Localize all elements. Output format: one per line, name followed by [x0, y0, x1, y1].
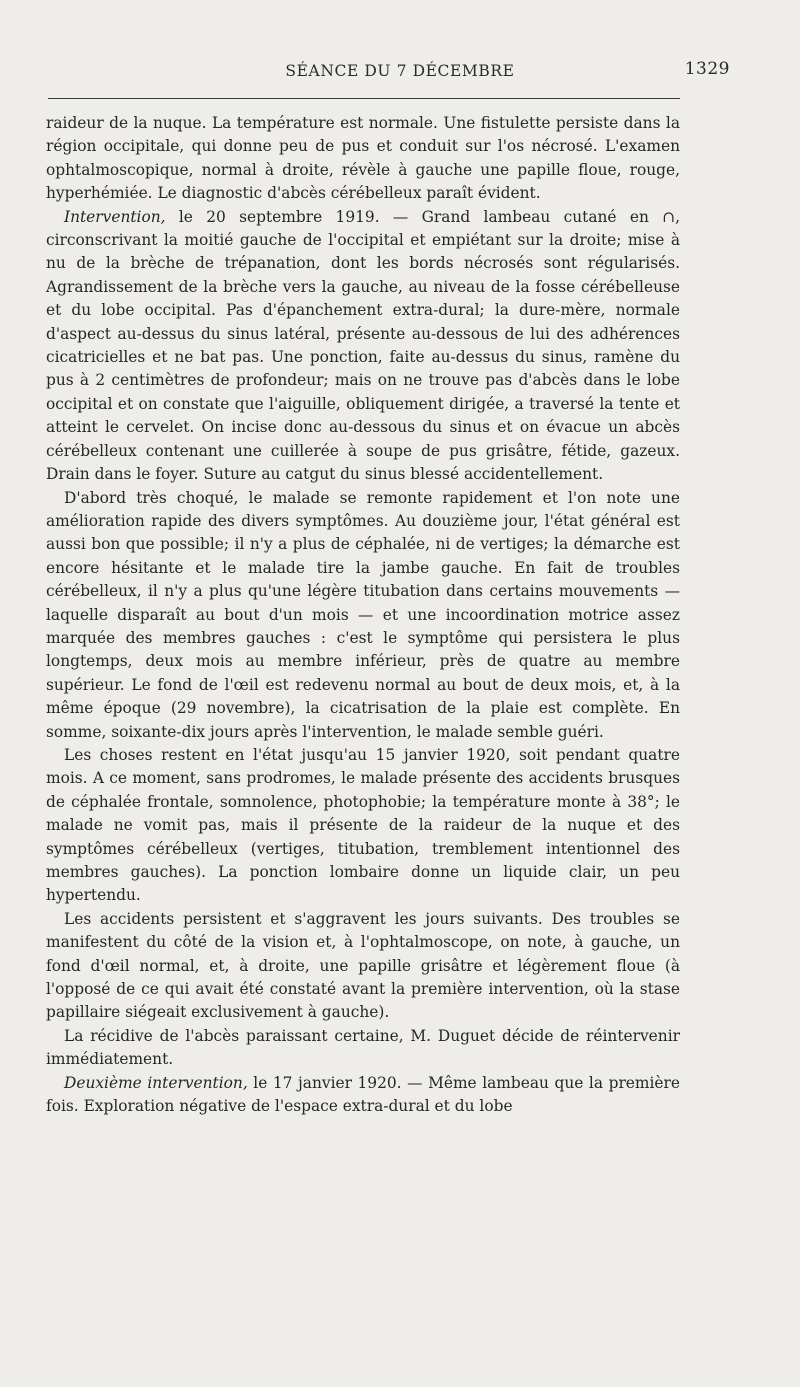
paragraph-4 — [46, 744, 680, 908]
page-header — [48, 56, 752, 90]
paragraph-1-text: raideur de la nuque. La température est normale. Une fistulette persiste dans la région occipitale, qui donne peu de pus et conduit sur l'os nécrosé. L'examen ophtalmoscopique, normal à droite, révèle à gauche une papille floue, rouge, hyperhémiée. Le diagnostic d'abcès cérébelleux paraît évident. — [46, 114, 680, 203]
paragraph-2-text: le 20 septembre 1919. — Grand lambeau cutané en ∩, circonscrivant la moitié gauche de l'occipital et empiétant sur la droite; mise à nu de la brèche de trépanation, dont les bords nécrosés sont régularisés. Agrandissement de la brèche vers la gauche, au niveau de la fosse cérébelleuse et du lobe occipital. Pas d'épanchement extra-dural; la dure-mère, normale d'aspect au-dessus du sinus latéral, présente au-dessous de lui des adhérences cicatricielles et ne bat pas. Une ponction, faite au-dessus du sinus, ramène du pus à 2 centimètres de profondeur; mais on ne trouve pas d'abcès dans le lobe occipital et on constate que l'aiguille, obliquement dirigée, a traversé la tente et atteint le cervelet. On incise donc au-dessous du sinus et on évacue un abcès cérébelleux contenant une cuillerée à soupe de pus grisâtre, fétide, gazeux. Drain dans le foyer. Suture au catgut du sinus blessé accidentellement. — [46, 207, 680, 484]
paragraph-7-lead: Deuxième intervention, — [64, 1073, 248, 1092]
paragraph-7 — [46, 1072, 680, 1119]
running-title: SÉANCE DU 7 DÉCEMBRE — [285, 62, 515, 80]
paragraph-3-text: D'abord très choqué, le malade se remonte rapidement et l'on note une amélioration rapide des divers symptômes. Au douzième jour, l'état général est aussi bon que possible; il n'y a plus de céphalée, ni de vertiges; la démarche est encore hésitante et le malade tire la jambe gauche. En fait de troubles cérébelleux, il n'y a plus qu'une légère titubation dans certains mouvements — laquelle disparaît au bout d'un mois — et une incoordination motrice assez marquée des membres gauches : c'est le symptôme qui persistera le plus longtemps, deux mois au membre inférieur, près de quatre au membre supérieur. Le fond de l'œil est redevenu normal au bout de deux mois, et, à la même époque (29 novembre), la cicatrisation de la plaie est complète. En somme, soixante-dix jours après l'intervention, le malade semble guéri. — [46, 488, 680, 741]
paragraph-2-lead: Intervention, — [64, 207, 166, 226]
paragraph-6 — [46, 1025, 680, 1072]
paragraph-6-text: La récidive de l'abcès paraissant certaine, M. Duguet décide de réintervenir immédiatement. — [46, 1026, 680, 1069]
paragraph-2 — [46, 206, 680, 487]
paragraph-1 — [46, 112, 680, 206]
paragraph-4-text: Les choses restent en l'état jusqu'au 15 janvier 1920, soit pendant quatre mois. A ce moment, sans prodromes, le malade présente des accidents brusques de céphalée frontale, somnolence, photophobie; la température monte à 38°; le malade ne vomit pas, mais il présente de la raideur de la nuque et des symptômes cérébelleux (vertiges, titubation, tremblement intentionnel des membres gauches). La ponction lombaire donne un liquide clair, un peu hypertendu. — [46, 745, 680, 905]
body-text — [46, 112, 680, 1118]
paragraph-5-text: Les accidents persistent et s'aggravent les jours suivants. Des troubles se manifestent du côté de la vision et, à l'ophtalmoscope, on note, à gauche, un fond d'œil normal, et, à droite, une papille grisâtre et légèrement floue (à l'opposé de ce qui avait été constaté avant la première intervention, où la stase papillaire siégeait exclusivement à gauche). — [46, 909, 680, 1022]
page-number: 1329 — [684, 59, 730, 79]
header-rule — [48, 98, 680, 99]
paragraph-5 — [46, 908, 680, 1025]
paragraph-3 — [46, 487, 680, 744]
paragraph-7-text: le 17 janvier 1920. — Même lambeau que la première fois. Exploration négative de l'espace extra-dural et du lobe — [46, 1073, 680, 1116]
